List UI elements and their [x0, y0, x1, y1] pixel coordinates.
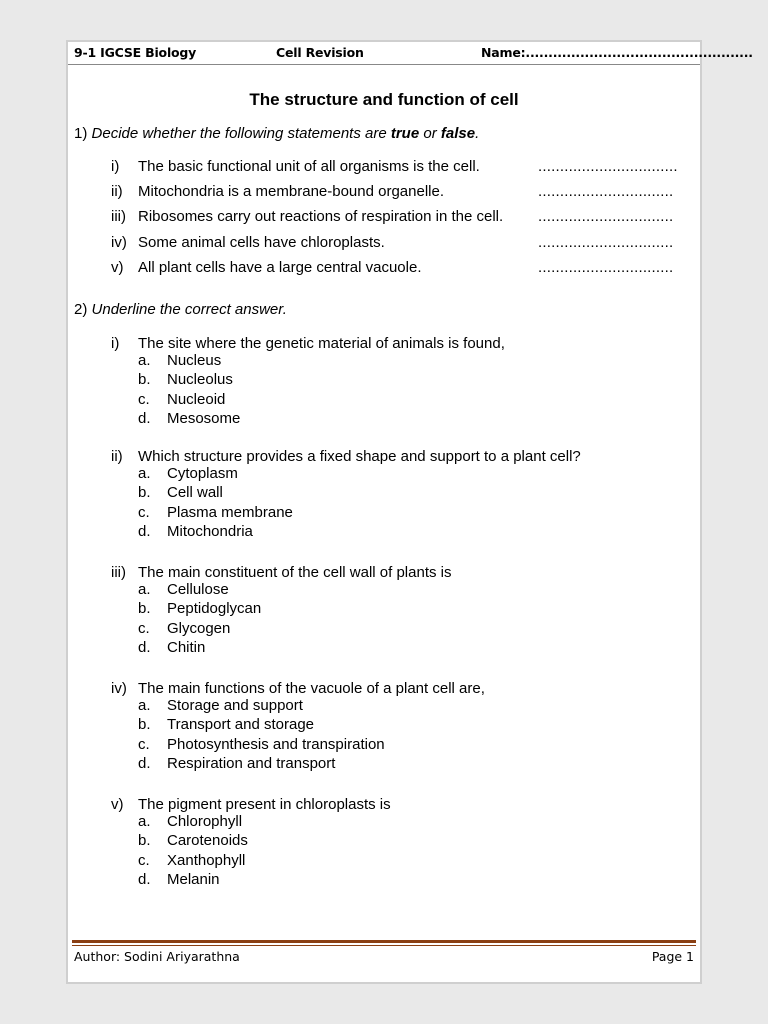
- q2-question-text: The main constituent of the cell wall of plants is: [138, 564, 452, 581]
- q2-option-text[interactable]: Glycogen: [167, 619, 231, 637]
- q2-option-text[interactable]: Plasma membrane: [167, 503, 293, 521]
- q2-option-text[interactable]: Cellulose: [167, 581, 229, 598]
- q2-option-letter: d.: [138, 870, 151, 888]
- q2-option-letter: d.: [138, 522, 151, 540]
- q1-item-numeral: iv): [111, 234, 127, 251]
- q2-question-text: Which structure provides a fixed shape and support to a plant cell?: [138, 448, 581, 465]
- q2-option-text[interactable]: Chitin: [167, 638, 206, 656]
- q2-option-text[interactable]: Transport and storage: [167, 716, 315, 734]
- q1-item-numeral: i): [111, 158, 120, 175]
- q2-option-text[interactable]: Melanin: [167, 870, 220, 888]
- q1-answer-blank[interactable]: ...............................: [538, 234, 674, 251]
- q2-option-letter: b.: [138, 832, 151, 850]
- q1-instruction-post: .: [475, 125, 480, 142]
- q2-option-letter: c.: [138, 735, 150, 753]
- q1-answer-blank[interactable]: ...............................: [538, 259, 674, 276]
- q2-instruction-text: Underline the correct answer.: [91, 301, 287, 318]
- q1-statement: Some animal cells have chloroplasts.: [138, 234, 385, 251]
- q1-statement: Mitochondria is a membrane-bound organelle.: [138, 183, 445, 200]
- q2-option-letter: c.: [138, 619, 150, 637]
- q1-answer-blank[interactable]: ...............................: [538, 208, 674, 225]
- footer-page-number: Page 1: [651, 949, 694, 964]
- q2-option-letter: c.: [138, 390, 150, 408]
- q2-option-letter: d.: [138, 754, 151, 772]
- q2-option-letter: c.: [138, 851, 150, 869]
- q2-instruction: [74, 301, 287, 318]
- q1-number: 1): [74, 125, 88, 142]
- q2-option-letter: a.: [138, 813, 151, 830]
- q2-option-text[interactable]: Mitochondria: [167, 522, 253, 540]
- header-topic: Cell Revision: [276, 45, 364, 60]
- q2-question-text: The main functions of the vacuole of a plant cell are,: [138, 680, 485, 697]
- q2-option-text[interactable]: Chlorophyll: [167, 813, 243, 830]
- q1-instruction-true: true: [390, 125, 420, 142]
- q1-answer-blank[interactable]: ................................: [538, 158, 678, 175]
- q1-instruction-pre: Decide whether the following statements are: [91, 125, 391, 142]
- q2-option-letter: b.: [138, 716, 151, 734]
- q2-option-text[interactable]: Nucleus: [167, 352, 222, 369]
- q2-option-letter: b.: [138, 600, 151, 618]
- q2-question-numeral: ii): [111, 448, 123, 465]
- q1-statement: All plant cells have a large central vacuole.: [138, 259, 422, 276]
- q1-statement: Ribosomes carry out reactions of respiration in the cell.: [138, 208, 504, 225]
- q2-option-text[interactable]: Nucleoid: [167, 390, 226, 408]
- q1-instruction: [74, 125, 479, 142]
- q2-option-text[interactable]: Storage and support: [167, 697, 303, 714]
- q1-instruction-false: false: [440, 125, 476, 142]
- q2-question-text: The pigment present in chloroplasts is: [138, 796, 391, 813]
- q2-number: 2): [74, 301, 88, 318]
- q2-option-letter: b.: [138, 484, 151, 502]
- q1-item-numeral: ii): [111, 183, 123, 200]
- worksheet-page: [66, 40, 753, 984]
- q2-question-text: The site where the genetic material of animals is found,: [138, 335, 505, 352]
- q1-instruction-mid: or: [419, 125, 441, 142]
- q1-answer-blank[interactable]: ...............................: [538, 183, 674, 200]
- q2-option-text[interactable]: Respiration and transport: [167, 754, 336, 772]
- q2-option-letter: a.: [138, 465, 151, 482]
- q2-option-text[interactable]: Photosynthesis and transpiration: [167, 735, 385, 753]
- q2-question-numeral: iii): [111, 564, 126, 581]
- q2-option-letter: a.: [138, 697, 151, 714]
- header-course: 9-1 IGCSE Biology: [74, 45, 197, 60]
- q2-option-text[interactable]: Mesosome: [167, 409, 241, 427]
- q2-option-text[interactable]: Peptidoglycan: [167, 600, 262, 618]
- q2-option-text[interactable]: Xanthophyll: [167, 851, 246, 869]
- q2-question-numeral: v): [111, 796, 124, 813]
- q1-item-numeral: iii): [111, 208, 126, 225]
- q2-option-letter: d.: [138, 638, 151, 656]
- q2-option-letter: a.: [138, 352, 151, 369]
- footer-divider-thin: [72, 945, 696, 946]
- page-title: The structure and function of cell: [249, 90, 519, 109]
- q2-question-numeral: iv): [111, 680, 127, 697]
- footer-author: Author: Sodini Ariyarathna: [74, 949, 240, 964]
- header-name-field: Name:..................................................: [481, 45, 753, 60]
- q2-option-text[interactable]: Cytoplasm: [167, 465, 238, 482]
- q2-option-letter: a.: [138, 581, 151, 598]
- q2-question-numeral: i): [111, 335, 120, 352]
- footer-divider-thick: [72, 940, 696, 943]
- q2-option-letter: d.: [138, 409, 151, 427]
- q2-option-text[interactable]: Cell wall: [167, 484, 223, 502]
- header-divider: [68, 64, 700, 65]
- q1-item-numeral: v): [111, 259, 124, 276]
- q2-option-letter: c.: [138, 503, 150, 521]
- q2-option-text[interactable]: Carotenoids: [167, 832, 248, 850]
- q1-statement: The basic functional unit of all organisms is the cell.: [138, 158, 480, 175]
- q2-option-text[interactable]: Nucleolus: [167, 371, 233, 389]
- q2-option-letter: b.: [138, 371, 151, 389]
